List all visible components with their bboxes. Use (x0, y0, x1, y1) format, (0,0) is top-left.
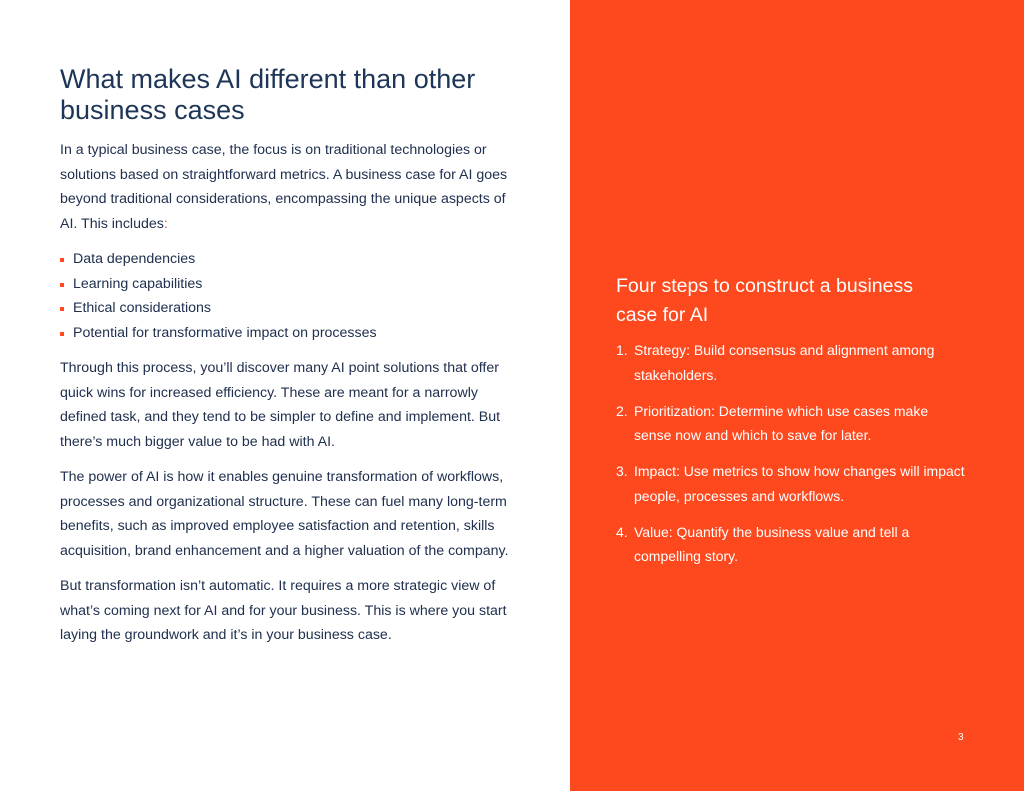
bullet-item (60, 247, 510, 272)
bullet-item (60, 321, 510, 346)
bullet-item (60, 272, 510, 297)
page-title: What makes AI different than other business cases (60, 64, 476, 125)
step-number: 2. (616, 402, 628, 419)
bullet-marker-icon (60, 307, 64, 311)
step-item (616, 459, 966, 508)
page-number: 3 (958, 732, 964, 743)
intro-paragraph (60, 138, 510, 236)
bullet-list (60, 247, 510, 345)
bullet-marker-icon (60, 283, 64, 287)
body-text (60, 138, 510, 659)
bullet-text: Data dependencies (73, 251, 196, 267)
bullet-text: Learning capabilities (73, 275, 203, 292)
step-text: Impact: Use metrics to show how changes will impact people, processes and workflows. (634, 463, 965, 504)
step-text: Prioritization: Determine which use cases make sense now and which to save for later. (634, 402, 929, 443)
intro-colon: : (163, 215, 168, 232)
step-number: 1. (616, 342, 628, 358)
step-text: Value: Quantify the business value and tell a compelling story. (634, 523, 910, 564)
body-paragraph: But transformation isn’t automatic. It requires a more strategic view of what’s coming next for AI and for your business. This is where you start laying the groundwork and it’s in your business case. (60, 578, 507, 643)
body-paragraph: Through this process, you’ll discover many AI point solutions that offer quick wins for increased efficiency. These are meant for a narrowly defined task, and they tend to be simpler to define and implement. But there’s much bigger value to be had with AI. (60, 360, 501, 450)
step-text: Strategy: Build consensus and alignment among stakeholders. (634, 342, 935, 383)
bullet-text: Ethical considerations (73, 300, 212, 316)
step-item (616, 399, 966, 448)
step-number: 4. (616, 523, 628, 540)
intro-text: In a typical business case, the focus is on traditional technologies or solutions based on straightforward metrics. A business case for AI goes beyond traditional considerations, encompassing the unique aspects of AI. This includes (60, 142, 508, 232)
step-item (616, 520, 966, 569)
bullet-text: Potential for transformative impact on processes (73, 324, 377, 341)
bullet-item (60, 296, 510, 321)
steps-list (616, 338, 966, 580)
step-item (616, 338, 966, 387)
sidebar-title: Four steps to construct a business case for AI (616, 275, 913, 326)
step-number: 3. (616, 463, 628, 479)
bullet-marker-icon (60, 258, 64, 262)
body-paragraph: The power of AI is how it enables genuine transformation of workflows, processes and organizational structure. These can fuel many long-term benefits, such as improved employee satisfaction and retention, skills acquisition, brand enhancement and a higher valuation of the company. (60, 469, 509, 559)
bullet-marker-icon (60, 332, 64, 336)
